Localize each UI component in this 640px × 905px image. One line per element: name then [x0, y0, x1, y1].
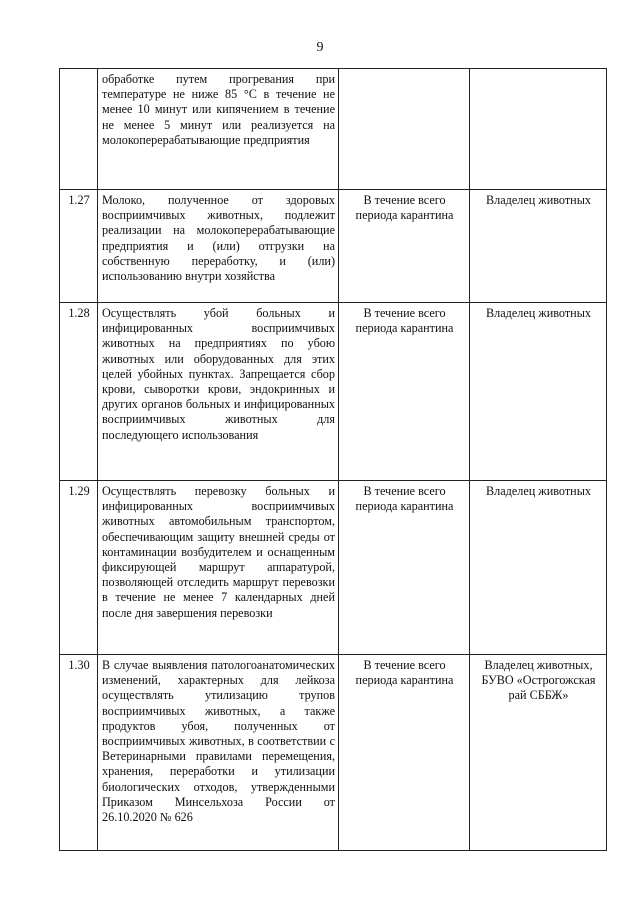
measure-text: В случае выявления патологоанатомических изменений, характерных для лейкоза осуществлять утилизацию трупов восприимчивых животных, а также продуктов убоя, полученных от восприимчивых животных, в соответствии с Ветеринарными правилами перемещения, хранения, переработки и утилизации биологических отходов, утвержденными Приказом Минсельхоза России от 26.10.2020 № 626	[98, 655, 339, 851]
row-number: 1.27	[60, 190, 98, 303]
measures-table	[59, 68, 607, 851]
measure-term: В течение всего периода карантина	[339, 303, 470, 481]
measure-term	[339, 69, 470, 190]
page-number: 9	[316, 40, 324, 55]
table-row	[60, 303, 607, 481]
measure-term: В течение всего периода карантина	[339, 655, 470, 851]
row-number: 1.28	[60, 303, 98, 481]
table-row	[60, 190, 607, 303]
row-number: 1.30	[60, 655, 98, 851]
measure-text: Молоко, полученное от здоровых восприимчивых животных, подлежит реализации на молокоперерабатывающие предприятия и (или) отгрузки на собственную переработку, и (или) использованию внутри хозяйства	[98, 190, 339, 303]
measure-responsible: Владелец животных	[470, 481, 607, 655]
measure-text: Осуществлять перевозку больных и инфицированных восприимчивых животных автомобильным транспортом, обеспечивающим защиту внешней среды от контаминации возбудителем и оснащенным фиксирующей маршрут аппаратурой, позволяющей отследить маршрут перевозки в течение не менее 7 календарных дней после дня завершения перевозки	[98, 481, 339, 655]
measure-text: обработке путем прогревания при температуре не ниже 85 °С в течение не менее 10 минут или кипячением в течение не менее 5 минут или реализуется на молокоперерабатывающие предприятия	[98, 69, 339, 190]
measure-responsible: Владелец животных	[470, 303, 607, 481]
measure-responsible: Владелец животных	[470, 190, 607, 303]
row-number: 1.29	[60, 481, 98, 655]
table-row	[60, 69, 607, 190]
table-row	[60, 655, 607, 851]
measure-term: В течение всего периода карантина	[339, 481, 470, 655]
table-row	[60, 481, 607, 655]
measure-responsible	[470, 69, 607, 190]
row-number	[60, 69, 98, 190]
measure-text: Осуществлять убой больных и инфицированных восприимчивых животных на предприятиях по убою животных или оборудованных для этих целей убойных пунктах. Запрещается сбор крови, сыворотки крови, эндокринных и других органов больных и инфицированных восприимчивых животных для последующего использования	[98, 303, 339, 481]
measure-term: В течение всего периода карантина	[339, 190, 470, 303]
measure-responsible: Владелец животных, БУВО «Острогожская рай СББЖ»	[470, 655, 607, 851]
